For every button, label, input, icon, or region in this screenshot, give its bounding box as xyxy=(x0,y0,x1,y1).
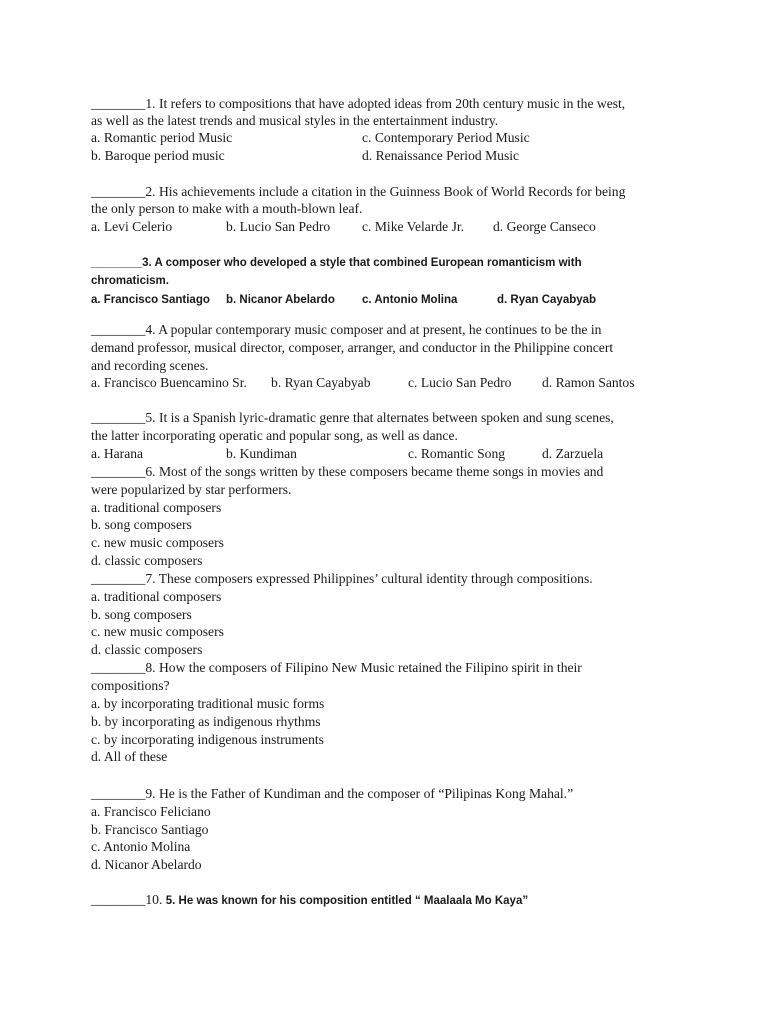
question-5-option-a: a. Harana xyxy=(91,446,144,461)
question-6-option-a: a. traditional composers xyxy=(91,500,222,515)
question-2-line-1: ________2. His achievements include a citation in the Guinness Book of World Records for being xyxy=(91,184,626,199)
question-3-option-a: a. Francisco Santiago xyxy=(91,294,210,306)
question-3-option-b: b. Nicanor Abelardo xyxy=(226,294,335,306)
question-10-number: ________10. xyxy=(91,892,166,907)
question-9-option-d: d. Nicanor Abelardo xyxy=(91,857,202,872)
question-2-option-b: b. Lucio San Pedro xyxy=(226,219,331,234)
question-4-line-1: ________4. A popular contemporary music composer and at present, he continues to be the in xyxy=(91,322,602,337)
question-2-option-d: d. George Canseco xyxy=(493,219,596,234)
question-7-line-1: ________7. These composers expressed Philippines’ cultural identity through compositions. xyxy=(91,571,593,586)
question-1-line-2: as well as the latest trends and musical styles in the entertainment industry. xyxy=(91,113,499,128)
question-4-line-3: and recording scenes. xyxy=(91,358,209,373)
question-8-line-2: compositions? xyxy=(91,678,170,693)
question-9-option-a: a. Francisco Feliciano xyxy=(91,804,211,819)
question-3-option-c: c. Antonio Molina xyxy=(362,294,458,306)
question-2-option-c: c. Mike Velarde Jr. xyxy=(362,219,465,234)
question-9-option-c: c. Antonio Molina xyxy=(91,839,191,854)
question-2-line-2: the only person to make with a mouth-blown leaf. xyxy=(91,201,363,216)
question-9-option-b: b. Francisco Santiago xyxy=(91,822,209,837)
question-1-option-b: b. Baroque period music xyxy=(91,148,225,163)
question-8-option-d: d. All of these xyxy=(91,749,168,764)
question-1-option-c: c. Contemporary Period Music xyxy=(362,130,530,145)
question-8-line-1: ________8. How the composers of Filipino New Music retained the Filipino spirit in their xyxy=(91,660,582,675)
question-6-option-b: b. song composers xyxy=(91,517,192,532)
question-5-option-c: c. Romantic Song xyxy=(408,446,506,461)
question-8-option-a: a. by incorporating traditional music forms xyxy=(91,696,325,711)
question-7-option-b: b. song composers xyxy=(91,607,192,622)
question-3-line-1: ________3. A composer who developed a style that combined European romanticism with xyxy=(91,257,582,269)
question-10-text: 5. He was known for his composition entitled “ Maalaala Mo Kaya” xyxy=(165,895,529,907)
question-4-option-d: d. Ramon Santos xyxy=(542,375,635,390)
question-5-option-d: d. Zarzuela xyxy=(542,446,604,461)
question-4-line-2: demand professor, musical director, composer, arranger, and conductor in the Philippine concert xyxy=(91,340,614,355)
question-3-option-d: d. Ryan Cayabyab xyxy=(497,294,597,306)
question-8-option-c: c. by incorporating indigenous instruments xyxy=(91,732,324,747)
question-5-line-1: ________5. It is a Spanish lyric-dramatic genre that alternates between spoken and sung scenes, xyxy=(91,410,614,425)
question-4-option-b: b. Ryan Cayabyab xyxy=(271,375,371,390)
question-1-line-1: ________1. It refers to compositions that have adopted ideas from 20th century music in the west, xyxy=(91,96,626,111)
question-7-option-c: c. new music composers xyxy=(91,624,224,639)
question-8-option-b: b. by incorporating as indigenous rhythms xyxy=(91,714,321,729)
question-10-line-1 xyxy=(91,891,528,910)
question-7-option-d: d. classic composers xyxy=(91,642,203,657)
question-1-option-a: a. Romantic period Music xyxy=(91,130,233,145)
question-3-line-2: chromaticism. xyxy=(91,275,169,287)
question-4-option-c: c. Lucio San Pedro xyxy=(408,375,512,390)
question-9-line-1: ________9. He is the Father of Kundiman and the composer of “Pilipinas Kong Mahal.” xyxy=(91,786,574,801)
question-2-option-a: a. Levi Celerio xyxy=(91,219,173,234)
question-6-option-d: d. classic composers xyxy=(91,553,203,568)
question-6-option-c: c. new music composers xyxy=(91,535,224,550)
question-7-option-a: a. traditional composers xyxy=(91,589,222,604)
question-6-line-2: were popularized by star performers. xyxy=(91,482,292,497)
question-5-line-2: the latter incorporating operatic and popular song, as well as dance. xyxy=(91,428,458,443)
question-5-option-b: b. Kundiman xyxy=(226,446,297,461)
question-4-option-a: a. Francisco Buencamino Sr. xyxy=(91,375,247,390)
question-1-option-d: d. Renaissance Period Music xyxy=(362,148,520,163)
question-6-line-1: ________6. Most of the songs written by these composers became theme songs in movies and xyxy=(91,464,604,479)
